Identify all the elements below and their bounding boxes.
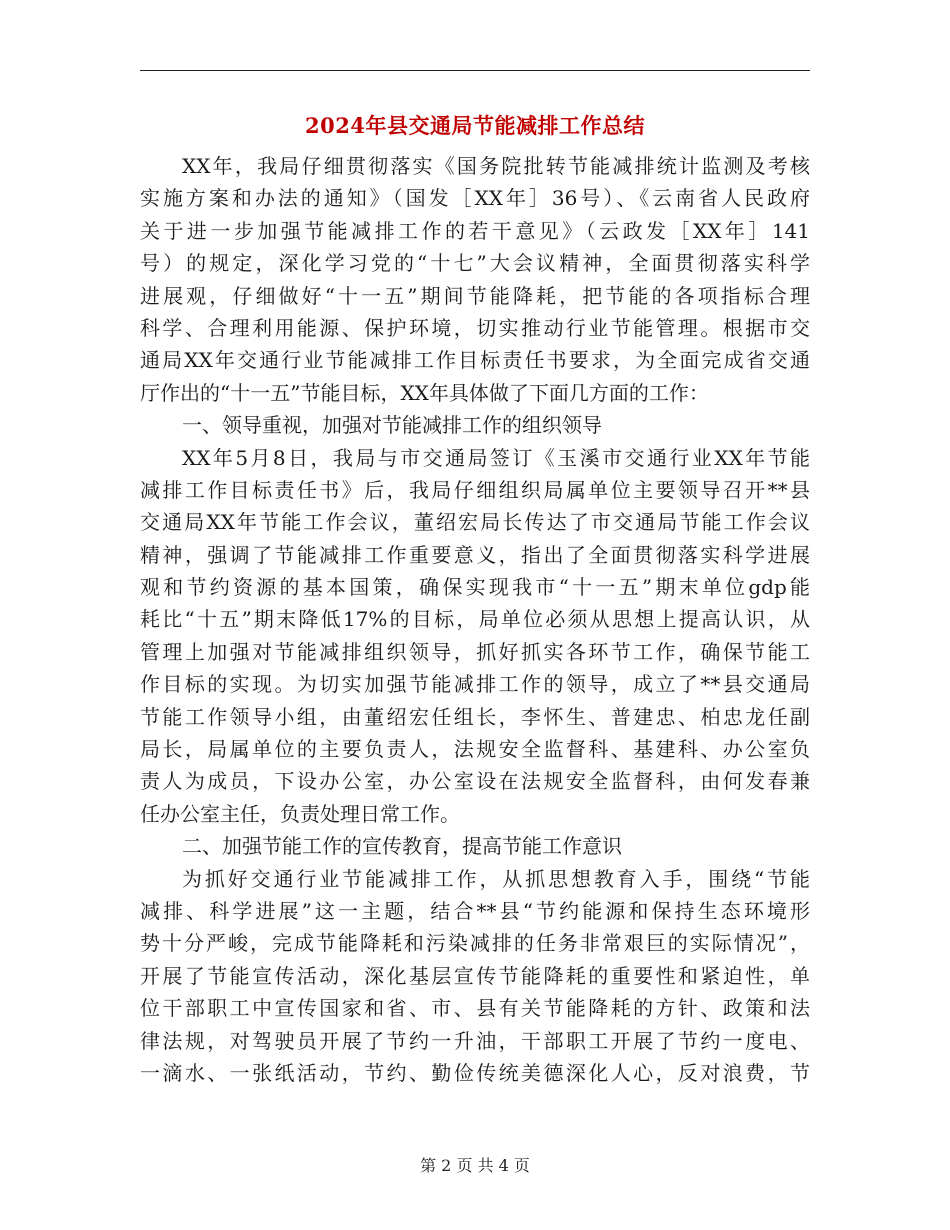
paragraph-line: 关于进一步加强节能减排工作的若干意见》（云政发［XX年］141 <box>140 218 810 243</box>
paragraph-line: 律法规，对驾驶员开展了节约一升油，干部职工开展了节约一度电、 <box>140 1028 810 1053</box>
paragraph-first-line: 二、加强节能工作的宣传教育，提高节能工作意识 <box>182 834 622 859</box>
header-rule <box>140 70 810 71</box>
paragraph-line: 开展了节能宣传活动，深化基层宣传节能降耗的重要性和紧迫性，单 <box>140 963 810 988</box>
paragraph-line: 位干部职工中宣传国家和省、市、县有关节能降耗的方针、政策和法 <box>140 996 810 1021</box>
paragraph-line: 观和节约资源的基本国策，确保实现我市“十一五”期末单位gdp能 <box>140 575 810 600</box>
paragraph-line: 任办公室主任，负责处理日常工作。 <box>140 801 460 826</box>
paragraph-line: 势十分严峻，完成节能降耗和污染减排的任务非常艰巨的实际情况”， <box>140 931 810 956</box>
document-body <box>140 150 810 1089</box>
paragraph-line: 实施方案和办法的通知》（国发［XX年］36号）、《云南省人民政府 <box>140 186 810 211</box>
paragraph-line: 作目标的实现。为切实加强节能减排工作的领导，成立了**县交通局 <box>140 672 810 697</box>
paragraph-line: 局长，局属单位的主要负责人，法规安全监督科、基建科、办公室负 <box>140 737 810 762</box>
page-footer: 第 2 页 共 4 页 <box>420 1156 530 1175</box>
paragraph-line: 减排、科学进展”这一主题，结合**县“节约能源和保持生态环境形 <box>140 898 810 923</box>
paragraph-first-line: XX年5月8日，我局与市交通局签订《玉溪市交通行业XX年节能 <box>182 445 810 470</box>
paragraph-line: 进展观，仔细做好“十一五”期间节能降耗，把节能的各项指标合理 <box>140 283 810 308</box>
paragraph-line: 责人为成员，下设办公室，办公室设在法规安全监督科，由何发春兼 <box>140 769 810 794</box>
paragraph-first-line: 为抓好交通行业节能减排工作，从抓思想教育入手，围绕“节能 <box>182 866 810 891</box>
paragraph-line: 交通局XX年节能工作会议，董绍宏局长传达了市交通局节能工作会议 <box>140 510 810 535</box>
paragraph-line: 节能工作领导小组，由董绍宏任组长，李怀生、普建忠、柏忠龙任副 <box>140 704 810 729</box>
document-title: 2024年县交通局节能减排工作总结 <box>305 113 645 138</box>
paragraph-first-line: 一、领导重视，加强对节能减排工作的组织领导 <box>182 413 602 438</box>
paragraph-line: 耗比“十五”期末降低17%的目标，局单位必须从思想上提高认识，从 <box>140 607 810 632</box>
paragraph-line: 通局XX年交通行业节能减排工作目标责任书要求，为全面完成省交通 <box>140 348 810 373</box>
paragraph-line: 一滴水、一张纸活动，节约、勤俭传统美德深化人心，反对浪费，节 <box>140 1060 810 1085</box>
paragraph-first-line: XX年，我局仔细贯彻落实《国务院批转节能减排统计监测及考核 <box>182 154 810 178</box>
paragraph-line: 精神，强调了节能减排工作重要意义，指出了全面贯彻落实科学进展 <box>140 542 810 567</box>
paragraph-line: 减排工作目标责任书》后，我局仔细组织局属单位主要领导召开**县 <box>140 477 810 502</box>
paragraph-line: 厅作出的“十一五”节能目标，XX年具体做了下面几方面的工作： <box>140 380 709 405</box>
paragraph-line: 号）的规定，深化学习党的“十七”大会议精神，全面贯彻落实科学 <box>140 251 810 276</box>
paragraph-line: 管理上加强对节能减排组织领导，抓好抓实各环节工作，确保节能工 <box>140 639 810 664</box>
paragraph-line: 科学、合理利用能源、保护环境，切实推动行业节能管理。根据市交 <box>140 315 810 340</box>
